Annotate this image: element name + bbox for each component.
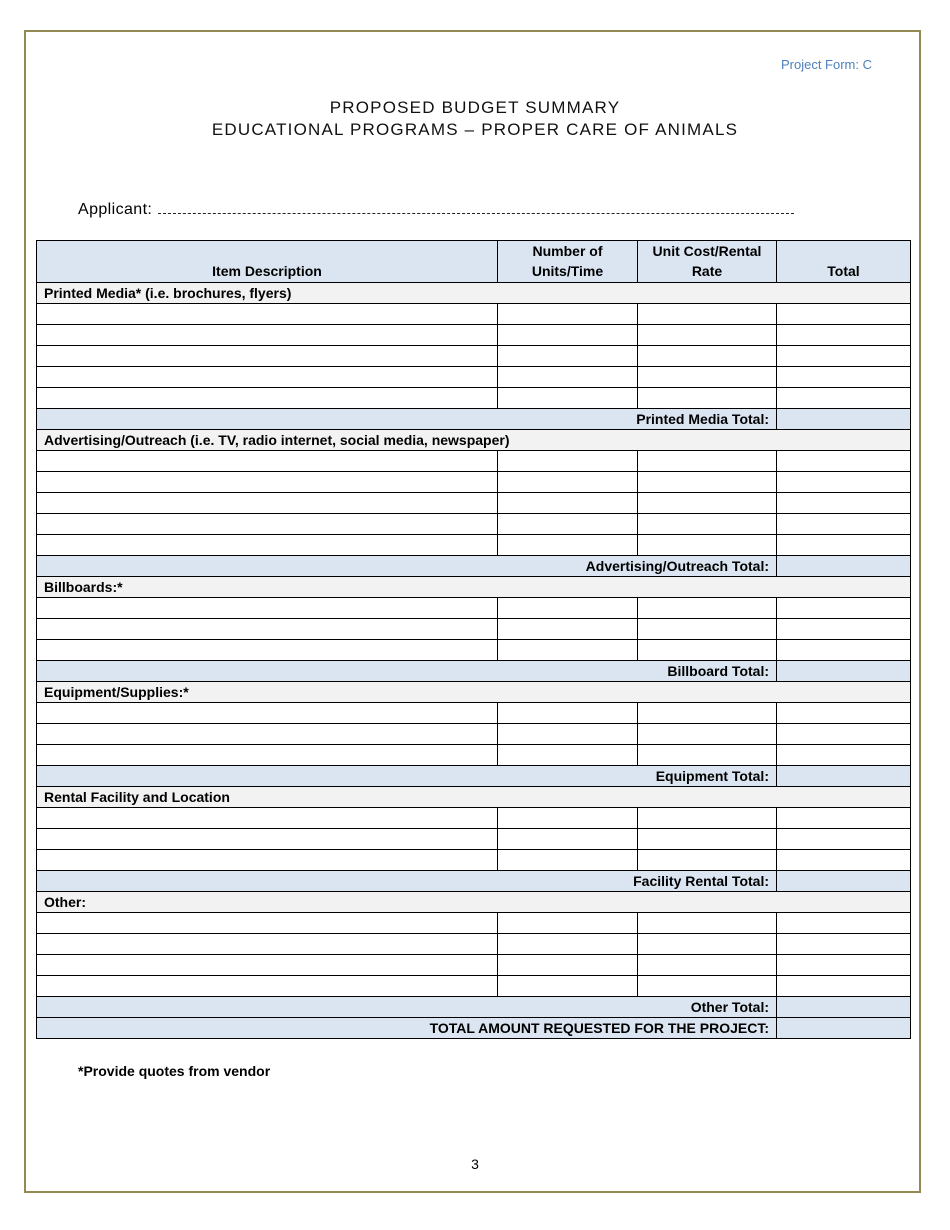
table-row [37, 913, 911, 934]
item-description-cell[interactable] [37, 934, 498, 955]
total-cell[interactable] [777, 325, 911, 346]
table-row [37, 640, 911, 661]
section-header-row [37, 577, 911, 598]
unit-cost-cell[interactable] [638, 850, 777, 871]
section-title: Equipment/Supplies:* [37, 682, 911, 703]
section-title: Other: [37, 892, 911, 913]
page-number: 3 [471, 1156, 479, 1172]
item-description-cell[interactable] [37, 535, 498, 556]
item-description-cell[interactable] [37, 619, 498, 640]
units-cell[interactable] [498, 367, 638, 388]
table-row [37, 976, 911, 997]
unit-cost-cell[interactable] [638, 493, 777, 514]
section-title: Printed Media* (i.e. brochures, flyers) [37, 283, 911, 304]
item-description-cell[interactable] [37, 451, 498, 472]
unit-cost-cell[interactable] [638, 619, 777, 640]
subtotal-value-cell[interactable] [777, 997, 911, 1018]
unit-cost-cell[interactable] [638, 934, 777, 955]
units-cell[interactable] [498, 724, 638, 745]
table-row [37, 808, 911, 829]
total-cell[interactable] [777, 808, 911, 829]
table-row [37, 304, 911, 325]
units-cell[interactable] [498, 388, 638, 409]
subtotal-label: Facility Rental Total: [37, 871, 777, 892]
table-row [37, 829, 911, 850]
unit-cost-cell[interactable] [638, 703, 777, 724]
subtotal-value-cell[interactable] [777, 871, 911, 892]
table-row [37, 367, 911, 388]
units-cell[interactable] [498, 745, 638, 766]
section-header-row [37, 283, 911, 304]
section-header-row [37, 787, 911, 808]
item-description-cell[interactable] [37, 724, 498, 745]
item-description-cell[interactable] [37, 325, 498, 346]
total-cell[interactable] [777, 640, 911, 661]
units-cell[interactable] [498, 829, 638, 850]
section-header-row [37, 892, 911, 913]
budget-body [37, 283, 911, 1039]
grand-total-label: TOTAL AMOUNT REQUESTED FOR THE PROJECT: [37, 1018, 777, 1039]
section-header-row [37, 682, 911, 703]
section-title: Billboards:* [37, 577, 911, 598]
table-row [37, 850, 911, 871]
subtotal-value-cell[interactable] [777, 556, 911, 577]
units-cell[interactable] [498, 640, 638, 661]
header-row [37, 241, 911, 283]
total-cell[interactable] [777, 703, 911, 724]
table-row [37, 325, 911, 346]
unit-cost-cell[interactable] [638, 304, 777, 325]
item-description-cell[interactable] [37, 850, 498, 871]
total-cell[interactable] [777, 493, 911, 514]
subtotal-label: Billboard Total: [37, 661, 777, 682]
budget-table [36, 240, 911, 1039]
item-description-cell[interactable] [37, 493, 498, 514]
total-cell[interactable] [777, 388, 911, 409]
units-cell[interactable] [498, 703, 638, 724]
subtotal-row [37, 766, 911, 787]
table-row [37, 934, 911, 955]
header-units: Number of Units/Time [498, 241, 638, 283]
unit-cost-cell[interactable] [638, 367, 777, 388]
total-cell[interactable] [777, 451, 911, 472]
form-label: Project Form: C [780, 57, 872, 72]
unit-cost-cell[interactable] [638, 745, 777, 766]
item-description-cell[interactable] [37, 472, 498, 493]
units-cell[interactable] [498, 493, 638, 514]
subtotal-label: Other Total: [37, 997, 777, 1018]
subtotal-row [37, 409, 911, 430]
subtotal-value-cell[interactable] [777, 409, 911, 430]
total-cell[interactable] [777, 955, 911, 976]
subtotal-row [37, 556, 911, 577]
unit-cost-cell[interactable] [638, 346, 777, 367]
item-description-cell[interactable] [37, 346, 498, 367]
item-description-cell[interactable] [37, 598, 498, 619]
item-description-cell[interactable] [37, 913, 498, 934]
total-cell[interactable] [777, 367, 911, 388]
item-description-cell[interactable] [37, 976, 498, 997]
unit-cost-cell[interactable] [638, 472, 777, 493]
applicant-input-line[interactable] [158, 201, 794, 214]
header-unit-cost: Unit Cost/Rental Rate [638, 241, 777, 283]
unit-cost-cell[interactable] [638, 829, 777, 850]
table-row [37, 514, 911, 535]
footnote: *Provide quotes from vendor [78, 1063, 271, 1079]
unit-cost-cell[interactable] [638, 640, 777, 661]
units-cell[interactable] [498, 955, 638, 976]
subtotal-value-cell[interactable] [777, 766, 911, 787]
grand-total-value-cell[interactable] [777, 1018, 911, 1039]
item-description-cell[interactable] [37, 703, 498, 724]
unit-cost-cell[interactable] [638, 913, 777, 934]
total-cell[interactable] [777, 304, 911, 325]
subtotal-label: Printed Media Total: [37, 409, 777, 430]
unit-cost-cell[interactable] [638, 325, 777, 346]
unit-cost-cell[interactable] [638, 955, 777, 976]
total-cell[interactable] [777, 850, 911, 871]
item-description-cell[interactable] [37, 808, 498, 829]
units-cell[interactable] [498, 472, 638, 493]
section-title: Rental Facility and Location [37, 787, 911, 808]
unit-cost-cell[interactable] [638, 976, 777, 997]
table-row [37, 346, 911, 367]
units-cell[interactable] [498, 325, 638, 346]
table-row [37, 619, 911, 640]
subtotal-row [37, 661, 911, 682]
item-description-cell[interactable] [37, 640, 498, 661]
table-row [37, 703, 911, 724]
applicant-label: Applicant: [78, 201, 153, 218]
units-cell[interactable] [498, 934, 638, 955]
table-row [37, 724, 911, 745]
unit-cost-cell[interactable] [638, 724, 777, 745]
total-cell[interactable] [777, 472, 911, 493]
item-description-cell[interactable] [37, 829, 498, 850]
grand-total-row [37, 1018, 911, 1039]
total-cell[interactable] [777, 535, 911, 556]
table-row [37, 535, 911, 556]
total-cell[interactable] [777, 934, 911, 955]
table-row [37, 955, 911, 976]
units-cell[interactable] [498, 619, 638, 640]
header-item-description: Item Description [37, 241, 498, 283]
unit-cost-cell[interactable] [638, 808, 777, 829]
total-cell[interactable] [777, 829, 911, 850]
total-cell[interactable] [777, 745, 911, 766]
units-cell[interactable] [498, 808, 638, 829]
subtotal-value-cell[interactable] [777, 661, 911, 682]
header-total: Total [777, 241, 911, 283]
total-cell[interactable] [777, 724, 911, 745]
unit-cost-cell[interactable] [638, 535, 777, 556]
title-line-1: PROPOSED BUDGET SUMMARY [329, 98, 621, 117]
total-cell[interactable] [777, 619, 911, 640]
units-cell[interactable] [498, 535, 638, 556]
units-cell[interactable] [498, 346, 638, 367]
table-row [37, 745, 911, 766]
units-cell[interactable] [498, 451, 638, 472]
total-cell[interactable] [777, 913, 911, 934]
unit-cost-cell[interactable] [638, 598, 777, 619]
total-cell[interactable] [777, 976, 911, 997]
item-description-cell[interactable] [37, 367, 498, 388]
units-cell[interactable] [498, 514, 638, 535]
total-cell[interactable] [777, 514, 911, 535]
table-row [37, 472, 911, 493]
units-cell[interactable] [498, 304, 638, 325]
total-cell[interactable] [777, 598, 911, 619]
section-title: Advertising/Outreach (i.e. TV, radio internet, social media, newspaper) [37, 430, 911, 451]
unit-cost-cell[interactable] [638, 451, 777, 472]
table-row [37, 598, 911, 619]
units-cell[interactable] [498, 913, 638, 934]
item-description-cell[interactable] [37, 388, 498, 409]
item-description-cell[interactable] [37, 745, 498, 766]
item-description-cell[interactable] [37, 955, 498, 976]
total-cell[interactable] [777, 346, 911, 367]
units-cell[interactable] [498, 850, 638, 871]
units-cell[interactable] [498, 598, 638, 619]
units-cell[interactable] [498, 976, 638, 997]
applicant-field[interactable] [78, 201, 794, 219]
table-row [37, 388, 911, 409]
unit-cost-cell[interactable] [638, 514, 777, 535]
title-line-2: EDUCATIONAL PROGRAMS – PROPER CARE OF ANIMALS [211, 120, 739, 139]
subtotal-label: Equipment Total: [37, 766, 777, 787]
table-row [37, 451, 911, 472]
table-row [37, 493, 911, 514]
unit-cost-cell[interactable] [638, 388, 777, 409]
section-header-row [37, 430, 911, 451]
subtotal-row [37, 871, 911, 892]
subtotal-row [37, 997, 911, 1018]
subtotal-label: Advertising/Outreach Total: [37, 556, 777, 577]
item-description-cell[interactable] [37, 304, 498, 325]
item-description-cell[interactable] [37, 514, 498, 535]
